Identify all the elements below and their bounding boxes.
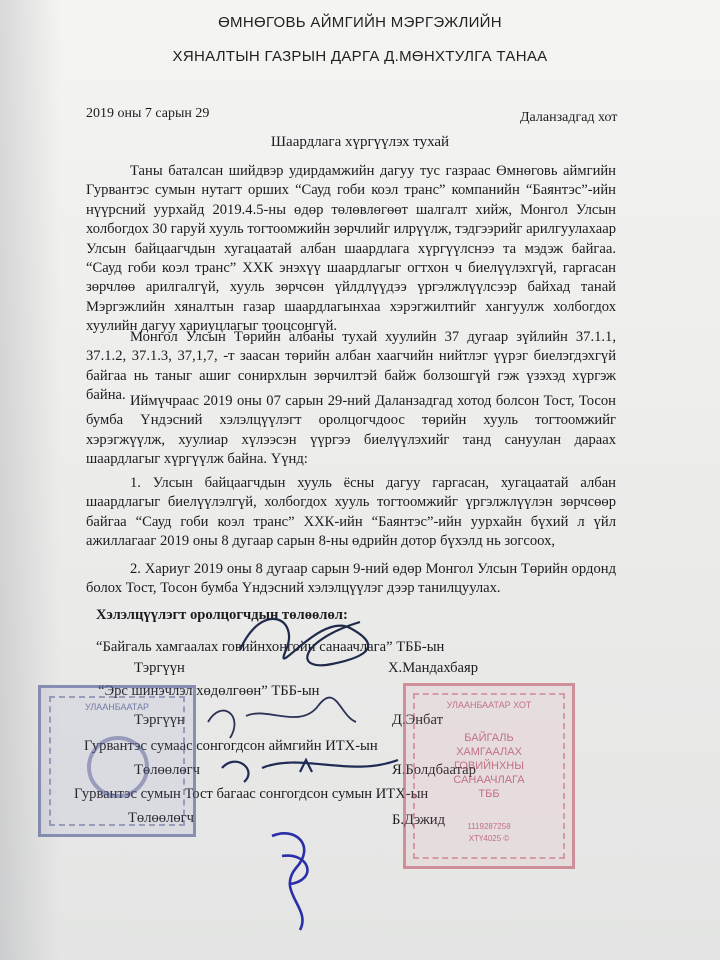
document-place: Даланзадгад хот: [520, 110, 618, 125]
red-stamp-code: ХТҮ4025 ©: [468, 834, 510, 843]
body-paragraph-1: Таны баталсан шийдвэр удирдамжийн дагуу тус газраас Өмнөговь аймгийн Гурвантэс сумын нутагт орших “Сауд гоби коэл транс” компанийн “Баянтэс”-ийн нүүрсний уурхайд 2019.4.5-ны өдөр төлөвлөгөөт шалгалт хийж, Монгол Улсын холбогдох 30 гаруй хууль тогтоомжийн зөрчлийг илрүүлж, тэдгээрийг арилгуулахаар Улсын байцаагчдын хугацаатай албан шаардлага хүргүүлснээ та мэдэж байгаа. “Сауд гоби коэл транс” ХХК энэхүү шаардлагыг огтхон ч биелүүлэхгүй, гаргасан зөрчлөө арилгалгүй, хууль зөрчсөн үйлдлүүдээ үргэлжлүүлсээр байхад танай Мэргэжлийн хяналтын газар шаардлагынхаа хэрэгжилтийг хангуулж холбогдох хуулийн дагуу хариуцлагыг тооцсонгүй.: [86, 163, 616, 335]
addressee-line-1: ӨМНӨГОВЬ АЙМГИЙН МЭРГЭЖЛИЙН: [218, 14, 502, 31]
signatory-name-4: Б.Дэжид: [392, 812, 446, 828]
signatory-org-3: Гурвантэс сумаас сонгогдсон аймгийн ИТХ-ын: [84, 738, 378, 754]
red-stamp-reg-number: 1119287258: [467, 822, 511, 831]
signatory-name-3: Я.Болдбаатар: [392, 762, 476, 778]
body-paragraph-3: Иймүчраас 2019 оны 07 сарын 29-ний Даланзадгад хотод болсон Тост, Тосон бумба Үндэсний хэлэлцүүлэгт оролцогчдоос төрийн хууль тогтоомжийг хэрэгжүүлж, хуулиар хүлээсэн үүргээ биелүүлэхийг танд сануулан дараах шаардлагыг хүргүүлж байна. Үүнд:: [86, 393, 616, 468]
body-paragraph-4: 1. Улсын байцаагчдын хууль ёсны дагуу гаргасан, хугацаатай албан шаардлагыг биелүүлэлгүй, холбогдох хууль тогтоомжийг үргэлжлүүлэн зөрчсөөр байгаа “Сауд гоби коэл транс” ХХК-ийн “Баянтэс”-ийн уурхайн бүхий л үйл ажиллагааг 2019 оны 8 дугаар сарын 8-ны өдрийн дотор бүхэлд нь зогсоох,: [86, 475, 616, 550]
document-date: 2019 оны 7 сарын 29: [86, 106, 210, 121]
addressee-line-2: ХЯНАЛТЫН ГАЗРЫН ДАРГА Д.МӨНХТУЛГА ТАНАА: [172, 48, 548, 65]
signatories-heading: Хэлэлцүүлэгт оролцогчдын төлөөлөл:: [96, 607, 348, 623]
document-subject: Шаардлага хүргүүлэх тухай: [270, 134, 450, 150]
red-stamp-line-3: ХАМГААЛАХ: [456, 746, 522, 758]
signatory-org-4: Гурвантэс сумын Тост багаас сонгогдсон сумын ИТХ-ын: [74, 786, 429, 802]
blue-stamp: [38, 685, 196, 837]
red-stamp-line-5: САНААЧЛАГА: [453, 774, 525, 786]
signatory-org-1: “Байгаль хамгаалах говийнхонгойн санаачлага” ТББ-ын: [96, 639, 445, 655]
blue-stamp-logo-icon: [87, 736, 149, 798]
red-stamp-line-6: ТББ: [478, 788, 500, 800]
red-stamp-line-4: ГОВИЙНХНЫ: [453, 760, 524, 772]
signatory-role-2: Тэргүүн: [134, 712, 185, 728]
red-stamp: [403, 683, 575, 869]
signatory-role-3: Төлөөлөгч: [134, 762, 200, 778]
blue-stamp-text: УЛААНБААТАР: [84, 702, 150, 712]
signatory-name-1: Х.Мандахбаяр: [388, 660, 479, 676]
body-paragraph-5: 2. Хариуг 2019 оны 8 дугаар сарын 9-ний өдөр Монгол Улсын Төрийн ордонд болох Тост, Тосон бумба Үндэсний хэлэлцүүлэг дээр танилцуулах.: [86, 561, 616, 597]
body-paragraph-2: Монгол Улсын Төрийн албаны тухай хуулийн 37 дугаар зүйлийн 37.1.1, 37.1.2, 37.1.3, 37,1,7, -т заасан төрийн албан хаагчийн нийтлэг үүрэг биелэгдэхгүй байгаа нь таныг ашиг сонирхлын зөрчилтэй байж болзошгүй гэж үзэхэд хүргэж байна.: [86, 329, 616, 404]
signatory-org-2: “Эрс шинэчлэл хөдөлгөөн” ТББ-ын: [98, 683, 320, 699]
red-stamp-line-2: БАЙГАЛЬ: [464, 732, 514, 744]
signatory-role-4: Төлөөлөгч: [128, 810, 194, 826]
red-stamp-city: УЛААНБААТАР ХОТ: [446, 700, 532, 710]
signatory-name-2: Д.Энбат: [392, 712, 443, 728]
signatory-role-1: Тэргүүн: [134, 660, 185, 676]
